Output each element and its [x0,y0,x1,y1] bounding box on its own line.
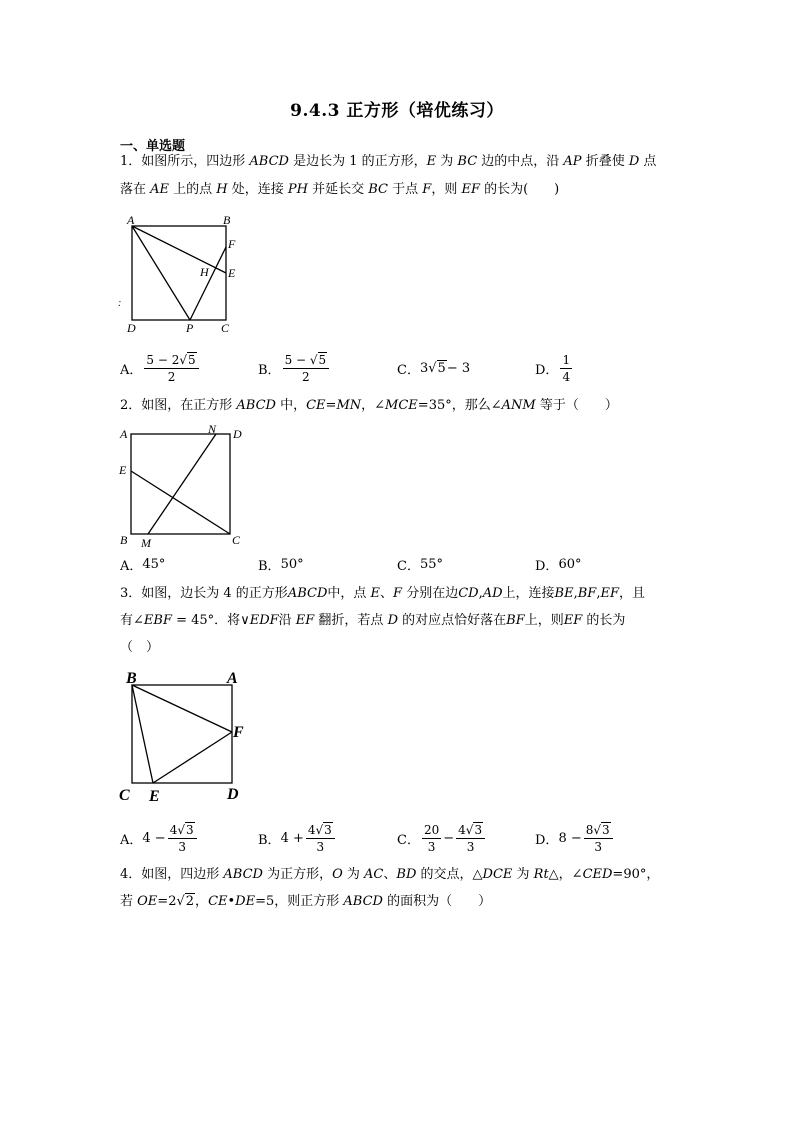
q2-label-b: B [120,533,128,547]
q1-label-c: C [221,321,230,335]
q3-choices [120,818,680,858]
q3-segment-ef [153,732,232,783]
q3-option-a-fraction: $\frac{4√3}{3}$ [168,823,197,854]
q1-label-d: D [127,321,136,335]
q2-option-b[interactable]: B． 50° [258,556,304,574]
q3-label-c: C [119,787,130,804]
q3-text-line3: （ ） [120,640,160,655]
q1-square-abcd [132,226,226,320]
q2-label-e: E [119,463,127,477]
q3-label-b: B [126,670,137,687]
q3-square-abcd [132,685,232,783]
page-title: 9.4.3 正方形（培优练习） [290,101,504,121]
q1-option-b-fraction: $\frac{5 - √5}{2}$ [283,353,330,384]
q3-label-a: A [227,670,238,687]
q1-label-e: E [228,266,236,280]
q2-option-c[interactable]: C． 55° [397,556,443,574]
q2-segment-ce [131,471,230,534]
q2-label-m: M [141,536,151,550]
q3-figure [115,665,260,805]
q2-option-a[interactable]: A． 45° [120,556,166,574]
q3-option-a[interactable]: A． 4 − $\frac{4√3}{3}$ [120,818,199,858]
q3-text-line2: 有∠EBF = 45°．将∨EDF沿 EF 翻折，若点 D 的对应点恰好落在BF上，则EF 的长为 [120,613,626,628]
q3-segment-be [132,685,153,783]
q3-option-d-fraction: $\frac{8√3}{3}$ [584,823,613,854]
q3-text-line1: 3．如图，边长为 4 的正方形ABCD中，点 E、F 分别在边CD,AD上，连接BE,BF,EF，且 [120,586,645,601]
q1-choices [120,348,680,388]
q3-option-b-fraction: $\frac{4√3}{3}$ [306,823,335,854]
q3-label-d: D [227,786,239,803]
q1-text-line2: 落在 AE 上的点 H 处，连接 PH 并延长交 BC 于点 F，则 EF 的长为( ) [120,182,560,197]
q2-label-c: C [232,533,241,547]
q2-label-n: N [208,422,217,436]
q3-option-d[interactable]: D． 8 − $\frac{8√3}{3}$ [535,818,615,858]
q1-figure [115,210,245,340]
q2-label-d: D [233,427,242,441]
q3-option-c-fraction-2: $\frac{4√3}{3}$ [456,823,485,854]
q1-option-a[interactable]: A． $\frac{5 - 2√5}{2}$ [120,348,201,388]
q1-label-p: P [186,321,194,335]
q2-figure [115,422,255,552]
q1-option-d-fraction: $\frac{1}{4}$ [562,352,571,384]
q1-label-a: A [127,213,135,227]
q3-option-c[interactable]: C． $\frac{20}{3}$ − $\frac{4√3}{3}$ [397,818,487,858]
q3-option-b[interactable]: B． 4 + $\frac{4√3}{3}$ [258,818,337,858]
q1-label-b: B [223,213,231,227]
q1-label-f: F [228,237,236,251]
q2-choices [120,544,680,584]
q1-scan-mark: : [118,298,122,309]
q2-option-d[interactable]: D． 60° [535,556,582,574]
q2-label-a: A [120,427,128,441]
q1-option-a-fraction: $\frac{5 - 2√5}{2}$ [144,353,198,384]
q2-text-line1: 2．如图，在正方形 ABCD 中，CE=MN，∠MCE=35°，那么∠ANM 等于（ ） [120,398,618,413]
q2-square-abcd [131,434,230,534]
q1-text-line1: 1．如图所示，四边形 ABCD 是边长为 1 的正方形，E 为 BC 边的中点，沿 AP 折叠使 D 点 [120,154,657,169]
q3-label-f: F [233,724,244,741]
q3-segment-bf [132,685,232,732]
q3-option-c-fraction-1: $\frac{20}{3}$ [423,822,440,854]
section-heading: 一、单选题 [120,139,186,154]
q1-option-b[interactable]: B． $\frac{5 - √5}{2}$ [258,348,331,388]
q3-label-e: E [149,788,160,805]
q4-text-line1: 4．如图，四边形 ABCD 为正方形，O 为 AC、BD 的交点，△DCE 为 Rt△，∠CED=90°， [120,867,660,882]
q4-text-line2: 若 OE=2√2，CE•DE=5，则正方形 ABCD 的面积为（ ） [120,894,492,909]
q1-option-c[interactable]: C． 3 √5 − 3 [397,360,471,378]
q1-label-h: H [200,265,209,279]
q1-option-d[interactable]: D． $\frac{1}{4}$ [535,352,571,384]
